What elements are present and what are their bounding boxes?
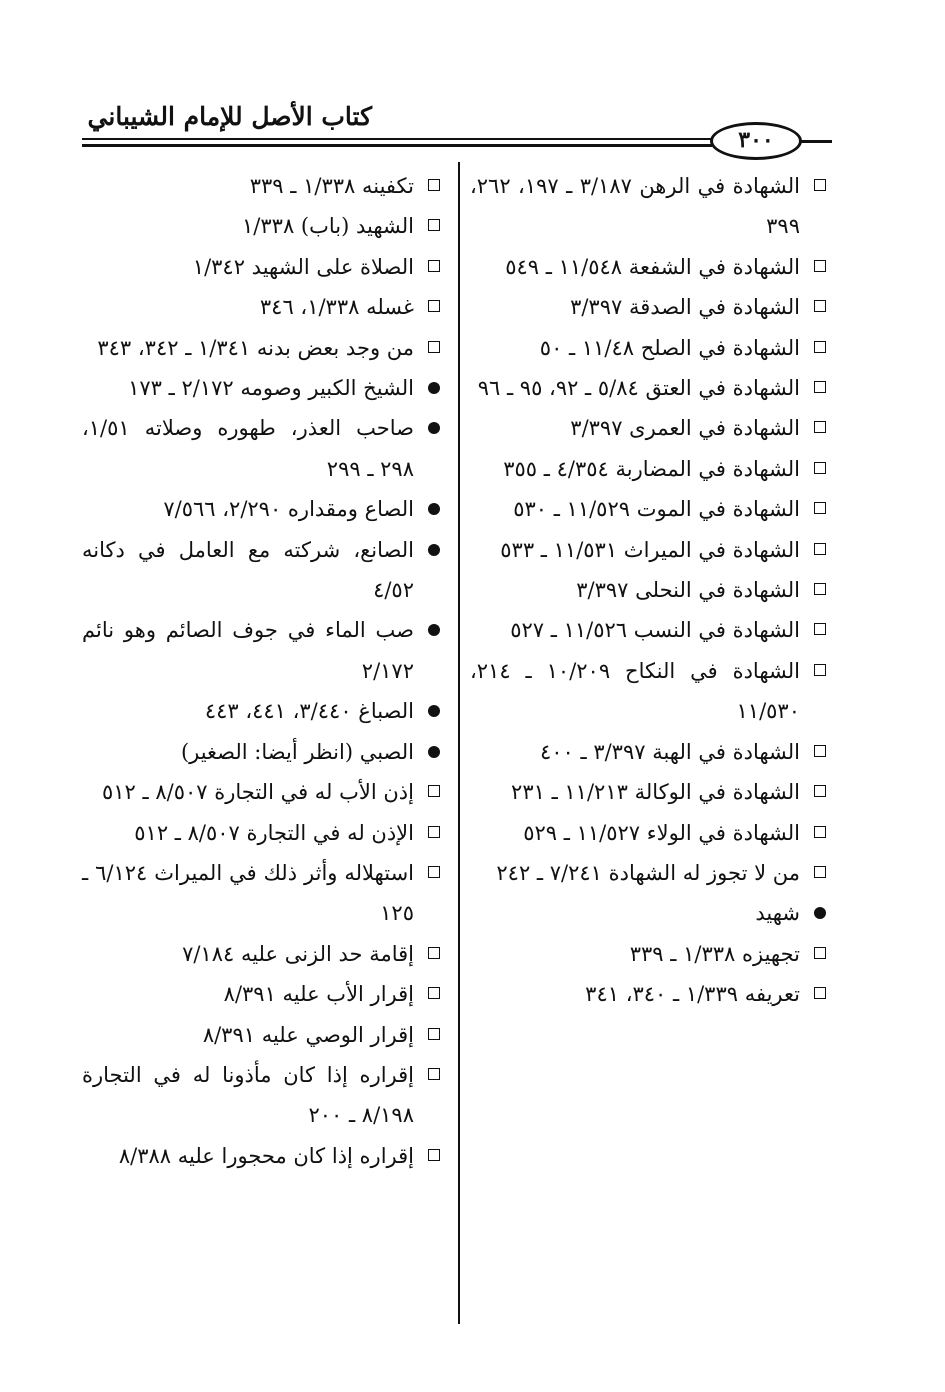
square-bullet-icon (428, 1068, 440, 1080)
index-entry-text: إقرار الأب عليه ٨/٣٩١ (223, 982, 414, 1007)
index-entry-text: من وجد بعض بدنه ١/٣٤١ ـ ٣٤٢، ٣٤٣ (97, 335, 414, 360)
index-entry-text: الشهادة في المضاربة ٤/٣٥٤ ـ ٣٥٥ (503, 456, 800, 481)
index-column-left (82, 166, 444, 1176)
bullet-icon (428, 503, 440, 515)
index-entry-text: إقرار الوصي عليه ٨/٣٩١ (202, 1022, 414, 1047)
index-entry (470, 530, 830, 570)
square-bullet-icon (814, 260, 826, 272)
header-rule-thin (82, 138, 712, 140)
index-entry (470, 813, 830, 853)
bullet-icon (428, 705, 440, 717)
index-entry (82, 974, 444, 1014)
index-entry (82, 328, 444, 368)
index-entry (82, 1015, 444, 1055)
index-entry (82, 1136, 444, 1176)
index-entry (470, 287, 830, 327)
square-bullet-icon (814, 179, 826, 191)
square-bullet-icon (428, 987, 440, 999)
index-column-right (470, 166, 830, 1015)
index-entry-text: الإذن له في التجارة ٨/٥٠٧ ـ ٥١٢ (134, 820, 414, 845)
square-bullet-icon (814, 300, 826, 312)
square-bullet-icon (428, 260, 440, 272)
square-bullet-icon (814, 502, 826, 514)
index-entry (82, 166, 444, 206)
index-entry (82, 610, 444, 691)
square-bullet-icon (428, 219, 440, 231)
index-entry (82, 368, 444, 408)
bullet-icon (428, 422, 440, 434)
index-entry-text: إذن الأب له في التجارة ٨/٥٠٧ ـ ٥١٢ (102, 780, 414, 805)
index-entry-text: إقامة حد الزنى عليه ٧/١٨٤ (182, 941, 414, 966)
index-entry (470, 166, 830, 247)
index-entry-text: غسله ١/٣٣٨، ٣٤٦ (259, 295, 414, 320)
index-entry-text: الشهادة في النحلى ٣/٣٩٧ (576, 578, 800, 603)
square-bullet-icon (814, 866, 826, 878)
index-entry-text: الشهادة في النكاح ١٠/٢٠٩ ـ ٢١٤، ١١/٥٣٠ (470, 658, 800, 724)
index-entry (82, 853, 444, 934)
square-bullet-icon (814, 543, 826, 555)
square-bullet-icon (428, 785, 440, 797)
square-bullet-icon (814, 583, 826, 595)
index-entry-text: الشهادة في الولاء ١١/٥٢٧ ـ ٥٢٩ (523, 820, 800, 845)
square-bullet-icon (428, 300, 440, 312)
index-entry (82, 772, 444, 812)
bullet-icon (428, 382, 440, 394)
index-entry (470, 570, 830, 610)
index-entry-text: الشهادة في الصدقة ٣/٣٩٧ (570, 295, 800, 320)
index-entry (82, 530, 444, 611)
index-entry (82, 287, 444, 327)
square-bullet-icon (428, 1028, 440, 1040)
square-bullet-icon (428, 1149, 440, 1161)
index-entry-text: الشهادة في النسب ١١/٥٢٦ ـ ٥٢٧ (510, 618, 800, 643)
running-title: كتاب الأصل للإمام الشيباني (87, 102, 372, 131)
index-entry-text: الشهادة في الصلح ١١/٤٨ ـ ٥٠ (539, 335, 800, 360)
square-bullet-icon (814, 623, 826, 635)
header-rule-thick (82, 144, 712, 147)
index-entry-text: الصبي (انظر أيضا: الصغير) (180, 739, 414, 764)
square-bullet-icon (814, 462, 826, 474)
index-entry (470, 934, 830, 974)
index-entry-text: من لا تجوز له الشهادة ٧/٢٤١ ـ ٢٤٢ (496, 860, 800, 885)
index-entry (470, 408, 830, 448)
index-entry (82, 247, 444, 287)
index-entry (82, 489, 444, 529)
square-bullet-icon (814, 381, 826, 393)
index-entry (82, 408, 444, 489)
index-entry (82, 206, 444, 246)
square-bullet-icon (814, 421, 826, 433)
index-entry (82, 732, 444, 772)
index-entry-text: صب الماء في جوف الصائم وهو نائم ٢/١٧٢ (82, 618, 414, 683)
square-bullet-icon (814, 664, 826, 676)
index-entry-text: الشهادة في الشفعة ١١/٥٤٨ ـ ٥٤٩ (505, 254, 800, 279)
index-entry (470, 247, 830, 287)
index-entry (470, 489, 830, 529)
column-divider (458, 162, 460, 1324)
index-entry-text: إقراره إذا كان مأذونا له في التجارة ٨/١٩٨ ـ ٢٠٠ (82, 1062, 414, 1128)
square-bullet-icon (428, 341, 440, 353)
square-bullet-icon (428, 947, 440, 959)
index-entry-text: الشهادة في الميراث ١١/٥٣١ ـ ٥٣٣ (500, 537, 800, 562)
index-entry (82, 1055, 444, 1136)
index-entry (470, 610, 830, 650)
index-entry-text: الصانع، شركته مع العامل في دكانه ٤/٥٢ (82, 537, 414, 603)
index-entry-text: الشهادة في العتق ٥/٨٤ ـ ٩٢، ٩٥ ـ ٩٦ (477, 376, 800, 401)
index-entry-text: الشهادة في الرهن ٣/١٨٧ ـ ١٩٧، ٢٦٢، ٣٩٩ (470, 174, 800, 239)
page-header (82, 96, 832, 160)
bullet-icon (428, 624, 440, 636)
index-entry-text: الشهادة في الوكالة ١١/٢١٣ ـ ٢٣١ (511, 780, 800, 805)
index-entry (470, 449, 830, 489)
square-bullet-icon (428, 866, 440, 878)
index-entry (82, 691, 444, 731)
index-entry-text: الصاع ومقداره ٢/٢٩٠، ٧/٥٦٦ (163, 497, 414, 522)
index-entry-text: الشهادة في العمرى ٣/٣٩٧ (570, 416, 800, 441)
bullet-icon (428, 746, 440, 758)
page-number: ٣٠٠ (710, 122, 802, 160)
index-entry-text: صاحب العذر، طهوره وصلاته ١/٥١، ٢٩٨ ـ ٢٩٩ (82, 416, 414, 481)
index-entry-text: الشيخ الكبير وصومه ٢/١٧٢ ـ ١٧٣ (128, 376, 414, 401)
index-entry (470, 651, 830, 732)
index-entry-text: الشهادة في الموت ١١/٥٢٩ ـ ٥٣٠ (513, 497, 800, 522)
index-entry (470, 853, 830, 893)
index-entry (470, 893, 830, 933)
index-entry-text: استهلاله وأثر ذلك في الميراث ٦/١٢٤ ـ ١٢٥ (82, 860, 415, 926)
index-entry-text: شهيد (755, 901, 800, 926)
index-entry-text: تعريفه ١/٣٣٩ ـ ٣٤٠، ٣٤١ (585, 982, 800, 1007)
index-entry (470, 368, 830, 408)
bullet-icon (428, 544, 440, 556)
square-bullet-icon (814, 341, 826, 353)
index-entry-text: الشهادة في الهبة ٣/٣٩٧ ـ ٤٠٠ (539, 739, 800, 764)
square-bullet-icon (814, 826, 826, 838)
square-bullet-icon (428, 179, 440, 191)
index-entry (470, 328, 830, 368)
index-entry-text: تجهيزه ١/٣٣٨ ـ ٣٣٩ (629, 941, 800, 966)
index-entry-text: إقراره إذا كان محجورا عليه ٨/٣٨٨ (118, 1143, 414, 1168)
square-bullet-icon (814, 987, 826, 999)
index-entry (82, 813, 444, 853)
index-entry (82, 934, 444, 974)
index-entry (470, 732, 830, 772)
square-bullet-icon (428, 826, 440, 838)
index-entry-text: الشهيد (باب) ١/٣٣٨ (242, 214, 414, 239)
index-entry-text: الصباغ ٣/٤٤٠، ٤٤١، ٤٤٣ (204, 699, 414, 724)
square-bullet-icon (814, 745, 826, 757)
index-entry (470, 772, 830, 812)
index-entry-text: تكفينه ١/٣٣٨ ـ ٣٣٩ (249, 174, 414, 198)
bullet-icon (814, 907, 826, 919)
index-entry (470, 974, 830, 1014)
index-entry-text: الصلاة على الشهيد ١/٣٤٢ (192, 254, 414, 279)
square-bullet-icon (814, 785, 826, 797)
square-bullet-icon (814, 947, 826, 959)
